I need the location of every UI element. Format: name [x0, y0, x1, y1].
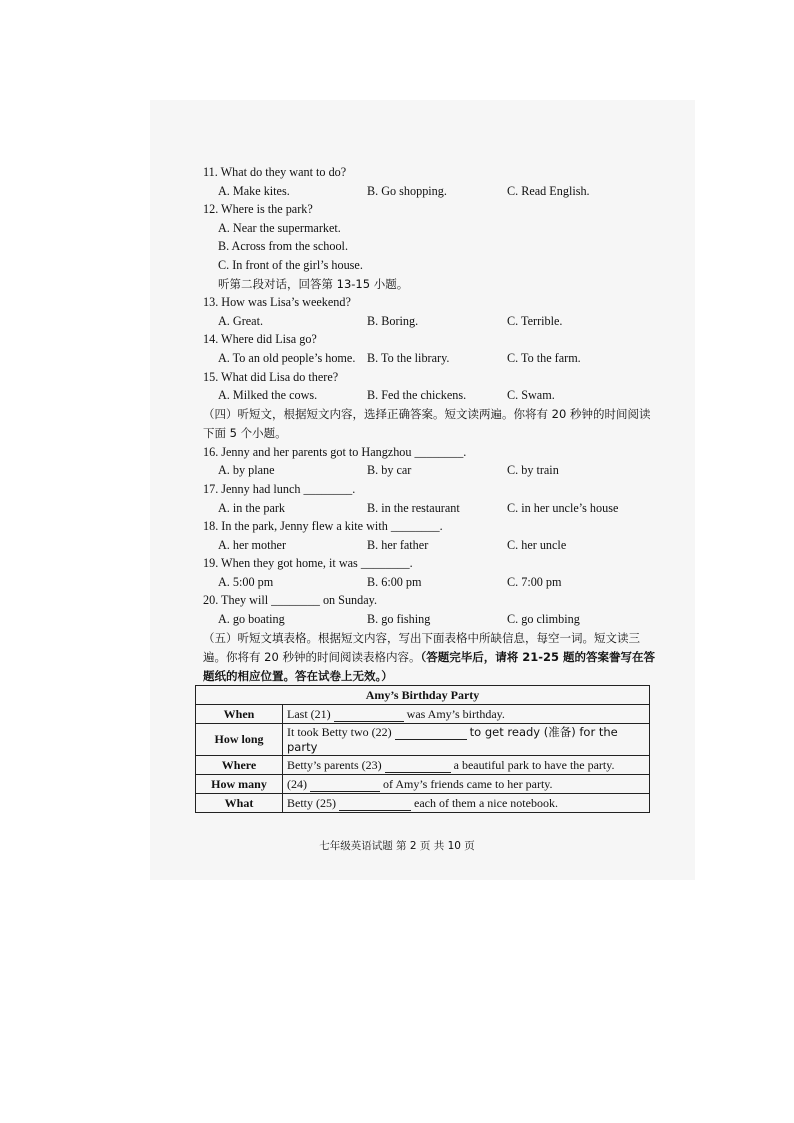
text-after: was Amy’s birthday. — [406, 706, 505, 721]
option-b: B. in the restaurant — [367, 500, 460, 515]
option-c: C. go climbing — [507, 612, 580, 627]
section-5-text: （五）听短文填表格。根据短文内容，写出下面表格中所缺信息，每空一词。短文读三遍。你将有 20 秒钟的时间阅读表格内容。 — [203, 630, 640, 664]
option-row — [203, 386, 658, 405]
question-stem: 14. Where did Lisa go? — [203, 332, 317, 347]
question-stem: 12. Where is the park? — [203, 202, 313, 217]
table-row — [196, 794, 650, 813]
question-stem: 16. Jenny and her parents got to Hangzhou ________. — [203, 444, 467, 459]
row-content — [283, 705, 650, 724]
table-row — [196, 756, 650, 775]
option-b: B. Go shopping. — [367, 183, 447, 198]
text-before: Betty (25) — [287, 795, 336, 810]
option-a: A. Milked the cows. — [218, 388, 318, 403]
option-row — [203, 573, 658, 592]
option-a: A. Make kites. — [218, 183, 290, 198]
page-footer: 七年级英语试题 第 2 页 共 10 页 — [319, 840, 475, 852]
option-a: A. by plane — [218, 463, 275, 478]
row-key: When — [196, 705, 283, 724]
blank-22[interactable] — [395, 727, 467, 740]
option-c: C. her uncle — [507, 537, 567, 552]
section-4-instruction: （四）听短文，根据短文内容，选择正确答案。短文读两遍。你将有 20 秒钟的时间阅读下面 5 个小题。 — [203, 406, 651, 440]
option-row — [203, 349, 658, 368]
option-c: C. Swam. — [507, 388, 555, 403]
text-after: a beautiful park to have the party. — [453, 757, 615, 772]
option-row — [203, 182, 658, 201]
option-row — [203, 499, 658, 518]
text-before: Last (21) — [287, 706, 331, 721]
birthday-party-table — [195, 685, 650, 813]
option-a: A. in the park — [218, 500, 286, 515]
table-title: Amy’s Birthday Party — [196, 686, 650, 705]
blank-23[interactable] — [385, 760, 451, 773]
question-stem: 20. They will ________ on Sunday. — [203, 593, 378, 608]
option-b: B. go fishing — [367, 612, 431, 627]
question-stem: 13. How was Lisa’s weekend? — [203, 295, 351, 310]
row-key: Where — [196, 756, 283, 775]
option-b: B. To the library. — [367, 350, 450, 365]
row-content — [283, 775, 650, 794]
question-stem: 11. What do they want to do? — [203, 165, 347, 179]
option-c: C. Read English. — [507, 183, 590, 198]
option-b: B. Fed the chickens. — [367, 388, 467, 403]
blank-25[interactable] — [339, 798, 411, 811]
option-c: C. To the farm. — [507, 350, 581, 365]
option-b: B. by car — [367, 463, 412, 478]
option-c: C. Terrible. — [507, 313, 563, 328]
option-row — [203, 610, 658, 629]
row-key: How long — [196, 724, 283, 756]
blank-24[interactable] — [310, 779, 380, 792]
option-a: A. To an old people’s home. — [218, 350, 356, 365]
section-5-note: （答题完毕后，请将 21-25 题的答案誊写在答题纸的相应位置。答在试卷上无效。） — [203, 649, 655, 683]
question-stem: 19. When they got home, it was ________. — [203, 556, 413, 571]
option-a: A. Near the supermarket. — [218, 220, 341, 235]
row-content — [283, 756, 650, 775]
table-row — [196, 705, 650, 724]
text-before: It took Betty two (22) — [287, 725, 392, 739]
option-c: C. in her uncle’s house — [507, 500, 619, 515]
section-5-instruction — [203, 629, 658, 686]
question-stem: 18. In the park, Jenny flew a kite with ________. — [203, 519, 443, 534]
question-stem: 15. What did Lisa do there? — [203, 369, 339, 384]
text-before: Betty’s parents (23) — [287, 757, 382, 772]
option-b: B. Across from the school. — [218, 239, 348, 254]
row-key: What — [196, 794, 283, 813]
option-b: B. 6:00 pm — [367, 574, 422, 589]
blank-21[interactable] — [334, 709, 404, 722]
option-c: C. 7:00 pm — [507, 574, 562, 589]
option-c: C. In front of the girl’s house. — [218, 257, 363, 272]
row-key: How many — [196, 775, 283, 794]
option-b: B. Boring. — [367, 313, 419, 328]
option-a: A. go boating — [218, 612, 285, 627]
option-row — [203, 312, 658, 331]
text-after: to get ready (准备) for the party — [287, 725, 618, 754]
option-row — [203, 536, 658, 555]
question-stem: 17. Jenny had lunch ________. — [203, 481, 356, 496]
row-content — [283, 724, 650, 756]
table-row — [196, 775, 650, 794]
dialog-instruction: 听第二段对话，回答第 13-15 小题。 — [218, 276, 409, 291]
option-a: A. 5:00 pm — [218, 574, 274, 589]
question-content — [203, 163, 658, 686]
option-b: B. her father — [367, 537, 429, 552]
table-row — [196, 724, 650, 756]
option-row — [203, 461, 658, 480]
option-c: C. by train — [507, 463, 559, 478]
text-after: each of them a nice notebook. — [414, 795, 558, 810]
option-a: A. her mother — [218, 537, 287, 552]
option-a: A. Great. — [218, 313, 264, 328]
row-content — [283, 794, 650, 813]
text-after: of Amy’s friends came to her party. — [383, 776, 553, 791]
text-before: (24) — [287, 776, 307, 791]
